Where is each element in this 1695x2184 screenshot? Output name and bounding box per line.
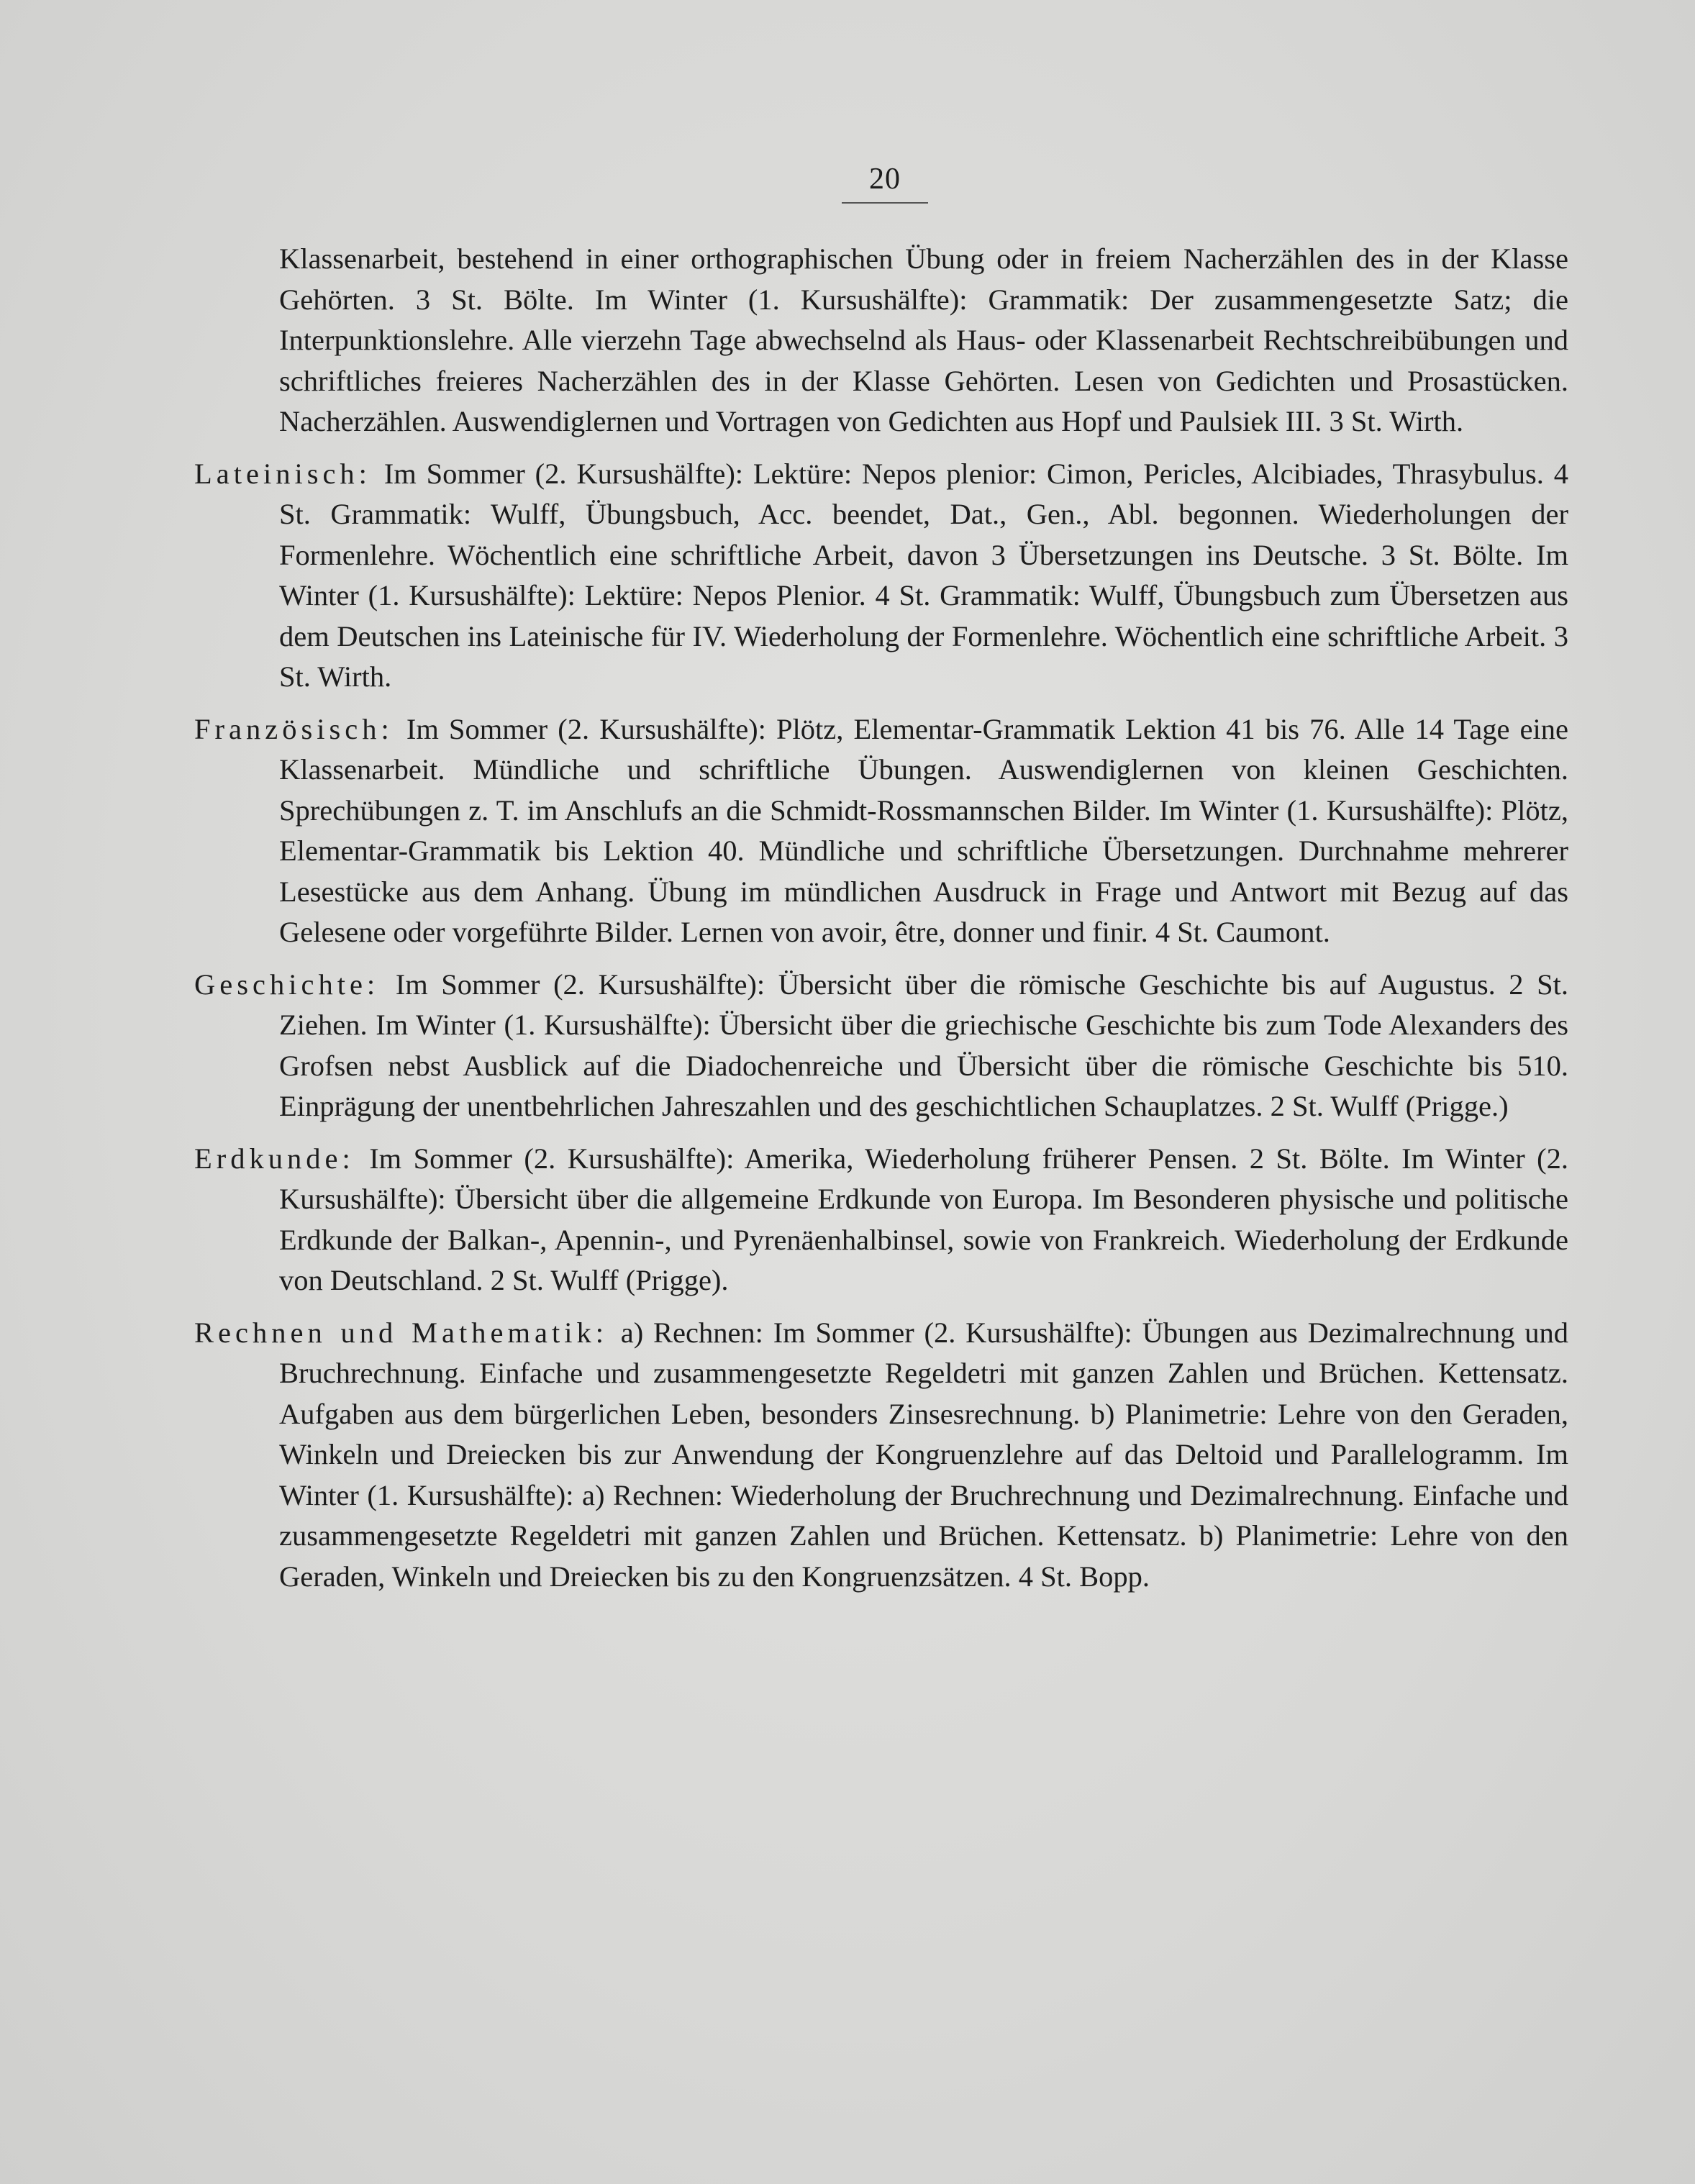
paragraph-text: Klassenarbeit, bestehend in einer orthographischen Übung oder in freiem Nacherzählen des in der Klasse Gehörten. 3 St. Bölte. Im Winter (1. Kursushälfte): Grammatik: Der zusammengesetzte Satz; die Interpunktionslehre. Alle vierzehn Tage abwechselnd als Haus- oder Klassenarbeit Rechtschreibübungen und schriftliches freieres Nacherzählen des in der Klasse Gehörten. Lesen von Gedichten und Prosastücken. Nacherzählen. Auswendiglernen und Vortragen von Gedichten aus Hopf und Paulsiek III. 3 St. Wirth. <box>279 242 1568 437</box>
page-content <box>194 239 1568 1609</box>
subject-heading-rechnen-mathematik: Rechnen und Mathematik: <box>194 1316 608 1349</box>
subject-heading-geschichte: Geschichte: <box>194 968 380 1001</box>
subject-heading-franzoesisch: Französisch: <box>194 712 394 745</box>
paragraph-text: Im Sommer (2. Kursushälfte): Plötz, Elementar-Grammatik Lektion 41 bis 76. Alle 14 Tage eine Klassenarbeit. Mündliche und schriftliche Übungen. Auswendiglernen von kleinen Geschichten. Sprechübungen z. T. im Anschlufs an die Schmidt-Rossmannschen Bilder. Im Winter (1. Kursushälfte): Plötz, Elementar-Grammatik bis Lektion 40. Mündliche und schriftliche Übersetzungen. Durchnahme mehrerer Lesestücke aus dem Anhang. Übung im mündlichen Ausdruck in Frage und Antwort mit Bezug auf das Gelesene oder vorgeführte Bilder. Lernen von avoir, être, donner und finir. 4 St. Caumont. <box>279 712 1568 948</box>
subject-heading-lateinisch: Lateinisch: <box>194 457 371 490</box>
paragraph-text: Im Sommer (2. Kursushälfte): Amerika, Wiederholung früherer Pensen. 2 St. Bölte. Im Winter (2. Kursushälfte): Übersicht über die allgemeine Erdkunde von Europa. Im Besonderen physische und politische Erdkunde der Balkan-, Apennin-, und Pyrenäenhalbinsel, sowie von Frankreich. Wiederholung der Erdkunde von Deutschland. 2 St. Wulff (Prigge). <box>279 1142 1569 1296</box>
paragraph-erdkunde <box>194 1139 1568 1301</box>
paragraph-franzoesisch <box>194 709 1568 953</box>
page-number: 20 <box>842 162 928 204</box>
paragraph-text: Im Sommer (2. Kursushälfte): Lektüre: Nepos plenior: Cimon, Pericles, Alcibiades, Thrasybulus. 4 St. Grammatik: Wulff, Übungsbuch, Acc. beendet, Dat., Gen., Abl. begonnen. Wiederholungen der Formenlehre. Wöchentlich eine schriftliche Arbeit, davon 3 Übersetzungen ins Deutsche. 3 St. Bölte. Im Winter (1. Kursushälfte): Lektüre: Nepos Plenior. 4 St. Grammatik: Wulff, Übungsbuch zum Übersetzen aus dem Deutschen ins Lateinische für IV. Wiederholung der Formenlehre. Wöchentlich eine schriftliche Arbeit. 3 St. Wirth. <box>279 457 1569 693</box>
paragraph-text: Im Sommer (2. Kursushälfte): Übersicht über die römische Geschichte bis auf Augustus. 2 St. Ziehen. Im Winter (1. Kursushälfte): Übersicht über die griechische Geschichte bis zum Tode Alexanders des Grofsen nebst Ausblick auf die Diadochenreiche und Übersicht über die römische Geschichte bis 510. Einprägung der unentbehrlichen Jahreszahlen und des geschichtlichen Schauplatzes. 2 St. Wulff (Prigge.) <box>279 968 1568 1122</box>
paragraph-geschichte <box>194 965 1568 1127</box>
paragraph-rechnen-mathematik <box>194 1313 1568 1598</box>
paragraph-text: a) Rechnen: Im Sommer (2. Kursushälfte): Übungen aus Dezimalrechnung und Bruchrechnung. Einfache und zusammengesetzte Regeldetri mit ganzen Zahlen und Brüchen. Kettensatz. Aufgaben aus dem bürgerlichen Leben, besonders Zinsesrechnung. b) Planimetrie: Lehre von den Geraden, Winkeln und Dreiecken bis zur Anwendung der Kongruenzlehre auf das Deltoid und Parallelogramm. Im Winter (1. Kursushälfte): a) Rechnen: Wiederholung der Bruchrechnung und Dezimalrechnung. Einfache und zusammengesetzte Regeldetri mit ganzen Zahlen und Brüchen. Kettensatz. b) Planimetrie: Lehre von den Geraden, Winkeln und Dreiecken bis zu den Kongruenzsätzen. 4 St. Bopp. <box>279 1316 1568 1593</box>
subject-heading-erdkunde: Erdkunde: <box>194 1142 355 1175</box>
paragraph-deutsch-continued <box>194 239 1568 442</box>
paragraph-lateinisch <box>194 454 1568 698</box>
